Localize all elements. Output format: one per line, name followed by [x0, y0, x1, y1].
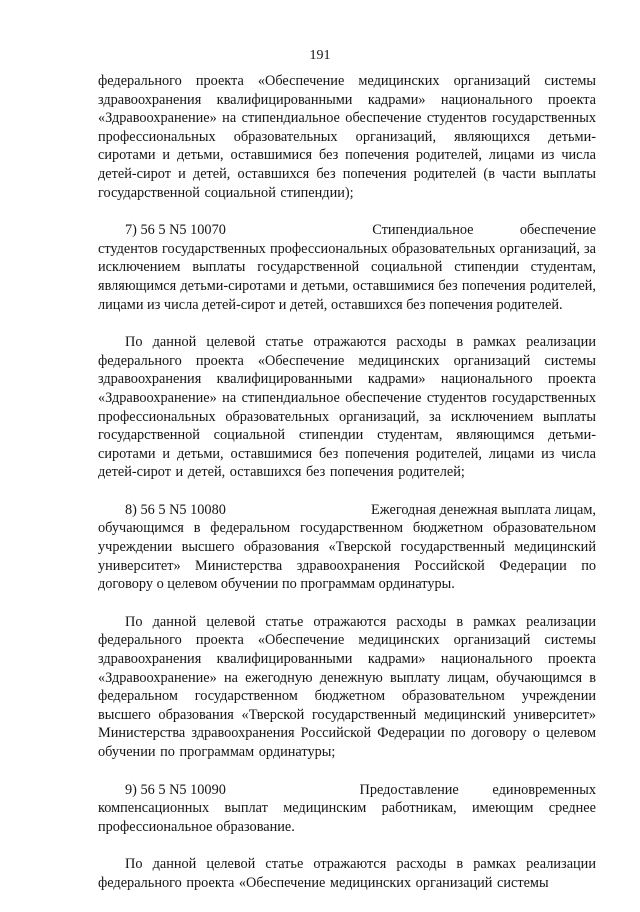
item-body: студентов государственных профессиональных образовательных организаций, за исключением выплаты государственной социальной стипендии студентам, являющимся детьми-сиротами и детьми, оставшимися без попечения родителей, лицами из числа детей-сирот и детей, оставшихся без попечения родителей. — [98, 240, 596, 313]
paragraph-description-8: По данной целевой статье отражаются расходы в рамках реализации федерального проекта «Обеспечение медицинских организаций системы здравоохранения квалифицированными кадрами» национального проекта «Здравоохранение» на ежегодную денежную выплату лицам, обучающимся в федеральном государственном бюджетном образовательном учреждении высшего образования «Тверской государственный медицинский университет» Министерства здравоохранения Российской Федерации по договору о целевом обучении по программам ординатуры; — [98, 613, 596, 760]
item-title-end: обеспечение — [519, 222, 596, 239]
item-code: 9) 56 5 N5 10090 — [125, 781, 226, 798]
item-code: 8) 56 5 N5 10080 — [125, 501, 226, 518]
item-code: 7) 56 5 N5 10070 — [125, 222, 226, 239]
page-content — [98, 72, 596, 912]
list-item-9-heading — [98, 781, 596, 800]
list-item-7-heading — [98, 221, 596, 240]
page-number: 191 — [309, 48, 331, 63]
item-title-end: единовременных — [492, 781, 596, 798]
item-title: Ежегодная денежная выплата лицам, — [371, 501, 596, 518]
list-item-7 — [98, 221, 596, 314]
list-item-8 — [98, 501, 596, 594]
item-body: компенсационных выплат медицинским работникам, имеющим среднее профессиональное образование. — [98, 800, 596, 835]
paragraph-description-9: По данной целевой статье отражаются расходы в рамках реализации федерального проекта «Обеспечение медицинских организаций системы — [98, 856, 596, 891]
paragraph-continuation: федерального проекта «Обеспечение медицинских организаций системы здравоохранения квалифицированными кадрами» национального проекта «Здравоохранение» на стипендиальное обеспечение студентов государственных профессиональных образовательных организаций, являющихся детьми-сиротами и детьми, оставшимися без попечения родителей, лицами из числа детей-сирот и детей, оставшихся без попечения родителей (в части выплаты государственной социальной стипендии); — [98, 73, 596, 201]
list-item-9 — [98, 781, 596, 837]
item-body: обучающимся в федеральном государственном бюджетном образовательном учреждении высшего образования «Тверской государственный медицинский университет» Министерства здравоохранения Российской Федерации по договору о целевом обучении по программам ординатуры. — [98, 520, 596, 593]
list-item-8-heading — [98, 501, 596, 520]
item-title-start: Предоставление — [359, 781, 459, 798]
item-title-start: Стипендиальное — [372, 222, 474, 239]
paragraph-description-7: По данной целевой статье отражаются расходы в рамках реализации федерального проекта «Обеспечение медицинских организаций системы здравоохранения квалифицированными кадрами» национального проекта «Здравоохранение» на стипендиальное обеспечение студентов государственных профессиональных образовательных организаций, за исключением выплаты государственной социальной стипендии студентам, являющимся детьми-сиротами и детьми, оставшимися без попечения родителей, лицами из числа детей-сирот и детей, оставшихся без попечения родителей; — [98, 334, 596, 481]
